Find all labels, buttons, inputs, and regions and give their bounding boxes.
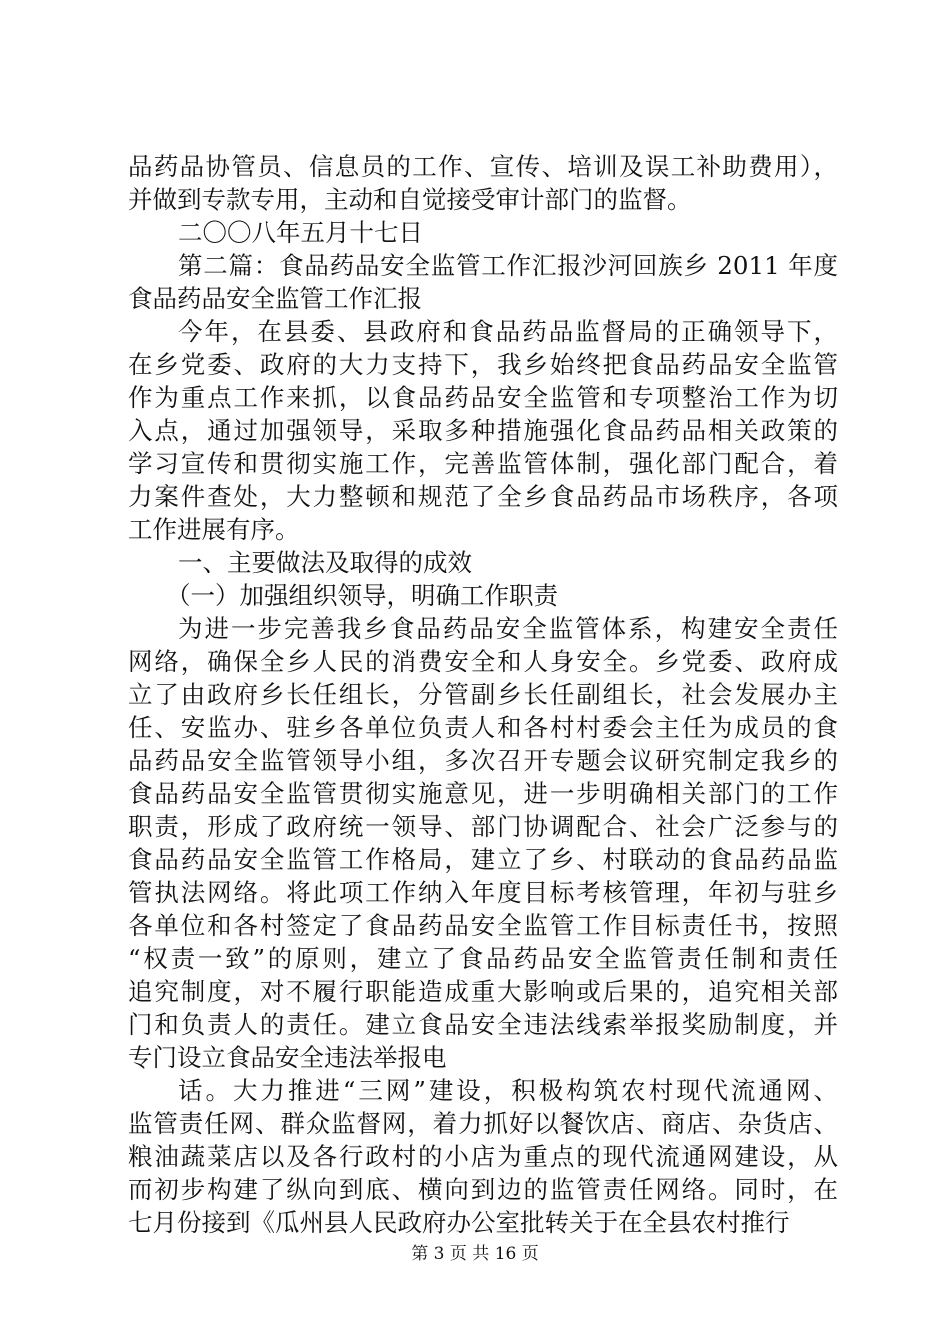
section-heading: 一、主要做法及取得的成效 [178, 548, 472, 577]
page-number-footer: 第 3 页 共 16 页 [411, 1244, 539, 1264]
text-line: 门和负责人的责任。建立食品安全违法线索举报奖励制度，并 [128, 1010, 838, 1039]
text-line: 工作进展有序。 [128, 515, 300, 544]
subsection-heading: （一）加强组织领导，明确工作职责 [166, 581, 558, 610]
text-line: 作为重点工作来抓，以食品药品安全监管和专项整治工作为切 [128, 383, 838, 412]
text-line: 各单位和各村签定了食品药品安全监管工作目标责任书，按照 [128, 911, 838, 940]
text-line: 二〇〇八年五月十七日 [178, 218, 423, 247]
text-line: 话。大力推进“三网”建设，积极构筑农村现代流通网、 [178, 1076, 838, 1105]
text-line: 食品药品安全监管工作格局，建立了乡、村联动的食品药品监 [128, 845, 838, 874]
text-line: 第二篇：食品药品安全监管工作汇报沙河回族乡 2011 年度 [178, 251, 838, 280]
text-line: 专门设立食品安全违法举报电 [128, 1043, 447, 1072]
text-line: 任、安监办、驻乡各单位负责人和各村村委会主任为成员的食 [128, 713, 838, 742]
text-line: 网络，确保全乡人民的消费安全和人身安全。乡党委、政府成 [128, 647, 838, 676]
text-line: 食品药品安全监管贯彻实施意见，进一步明确相关部门的工作 [128, 779, 838, 808]
text-line: 品药品协管员、信息员的工作、宣传、培训及误工补助费用）， [128, 152, 838, 181]
text-line: 力案件查处，大力整顿和规范了全乡食品药品市场秩序，各项 [128, 482, 838, 511]
text-line: 入点，通过加强领导，采取多种措施强化食品药品相关政策的 [128, 416, 838, 445]
text-line: 学习宣传和贯彻实施工作，完善监管体制，强化部门配合，着 [128, 449, 838, 478]
text-line: 而初步构建了纵向到底、横向到边的监管责任网络。同时，在 [128, 1175, 838, 1204]
text-line: 食品药品安全监管工作汇报 [128, 284, 422, 313]
text-line: 职责，形成了政府统一领导、部门协调配合、社会广泛参与的 [128, 812, 838, 841]
text-line: 管执法网络。将此项工作纳入年度目标考核管理，年初与驻乡 [128, 878, 838, 907]
text-line: 品药品安全监管领导小组，多次召开专题会议研究制定我乡的 [128, 746, 838, 775]
text-line: 立了由政府乡长任组长，分管副乡长任副组长，社会发展办主 [128, 680, 838, 709]
text-line: 七月份接到《瓜州县人民政府办公室批转关于在全县农村推行 [128, 1208, 790, 1237]
text-line: 为进一步完善我乡食品药品安全监管体系，构建安全责任 [178, 614, 838, 643]
text-line: 在乡党委、政府的大力支持下，我乡始终把食品药品安全监管 [128, 350, 838, 379]
text-line: 今年，在县委、县政府和食品药品监督局的正确领导下， [178, 317, 838, 346]
text-line: 监管责任网、群众监督网，着力抓好以餐饮店、商店、杂货店、 [128, 1109, 838, 1138]
text-line: 并做到专款专用，主动和自觉接受审计部门的监督。 [128, 185, 692, 214]
text-line: 粮油蔬菜店以及各行政村的小店为重点的现代流通网建设，从 [128, 1142, 838, 1171]
text-line: “权责一致”的原则，建立了食品药品安全监管责任制和责任 [128, 944, 838, 973]
text-line: 追究制度，对不履行职能造成重大影响或后果的，追究相关部 [128, 977, 838, 1006]
